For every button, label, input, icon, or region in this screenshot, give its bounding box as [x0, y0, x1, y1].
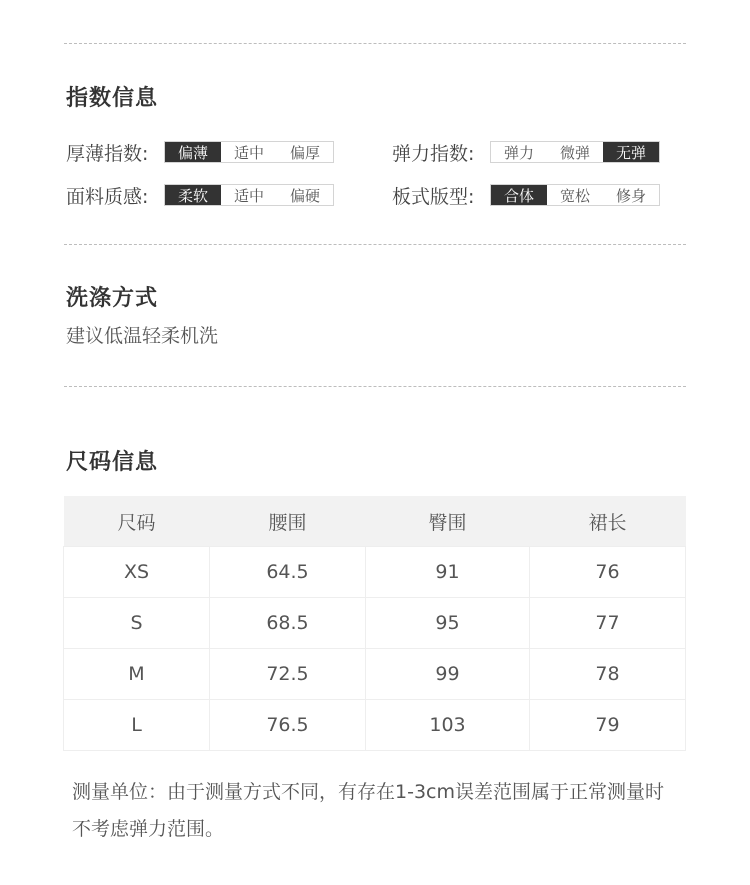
size-table	[63, 496, 686, 751]
table-cell: 78	[530, 649, 686, 700]
table-row	[64, 649, 686, 700]
index-row-elasticity	[392, 140, 660, 164]
table-cell: XS	[64, 547, 210, 598]
table-cell: S	[64, 598, 210, 649]
table-header-cell: 裙长	[530, 496, 686, 547]
index-option: 修身	[615, 186, 646, 205]
index-label: 厚薄指数:	[66, 142, 149, 165]
index-label: 弹力指数:	[392, 142, 475, 165]
size-info-title: 尺码信息	[66, 450, 159, 475]
table-cell: 64.5	[210, 547, 366, 598]
index-option: 微弹	[559, 143, 590, 162]
index-option: 偏薄	[165, 142, 221, 162]
index-option: 适中	[233, 143, 264, 162]
table-cell: M	[64, 649, 210, 700]
table-cell: 76.5	[210, 700, 366, 751]
table-header-cell: 尺码	[64, 496, 210, 547]
index-option: 适中	[233, 186, 264, 205]
index-option: 合体	[491, 185, 547, 205]
index-row-fit	[392, 183, 660, 207]
index-options	[490, 141, 660, 163]
index-options	[164, 141, 334, 163]
table-cell: 95	[366, 598, 530, 649]
index-options	[164, 184, 334, 206]
divider-after-index	[64, 244, 686, 245]
index-option: 弹力	[503, 143, 534, 162]
table-cell: 79	[530, 700, 686, 751]
index-option: 柔软	[165, 185, 221, 205]
measurement-note: 测量单位：由于测量方式不同，有存在1-3cm误差范围属于正常测量时不考虑弹力范围。	[72, 781, 664, 840]
table-row	[64, 547, 686, 598]
index-option: 无弹	[603, 142, 659, 162]
divider-after-wash	[64, 386, 686, 387]
index-info-title: 指数信息	[66, 86, 159, 111]
table-cell: 68.5	[210, 598, 366, 649]
table-header-row	[64, 496, 686, 547]
index-label: 面料质感:	[66, 185, 149, 208]
index-options	[490, 184, 660, 206]
divider-top	[64, 43, 686, 44]
table-cell: 103	[366, 700, 530, 751]
table-cell: 91	[366, 547, 530, 598]
wash-title: 洗涤方式	[66, 286, 159, 311]
index-row-thickness	[66, 140, 334, 164]
wash-text: 建议低温轻柔机洗	[66, 325, 219, 347]
index-option: 偏厚	[289, 143, 320, 162]
table-cell: 72.5	[210, 649, 366, 700]
table-cell: L	[64, 700, 210, 751]
table-row	[64, 598, 686, 649]
index-option: 宽松	[559, 186, 590, 205]
index-row-texture	[66, 183, 334, 207]
index-label: 板式版型:	[392, 185, 475, 208]
table-header-cell: 腰围	[210, 496, 366, 547]
table-header-cell: 臀围	[366, 496, 530, 547]
table-cell: 77	[530, 598, 686, 649]
table-row	[64, 700, 686, 751]
table-cell: 99	[366, 649, 530, 700]
table-cell: 76	[530, 547, 686, 598]
index-option: 偏硬	[289, 186, 320, 205]
